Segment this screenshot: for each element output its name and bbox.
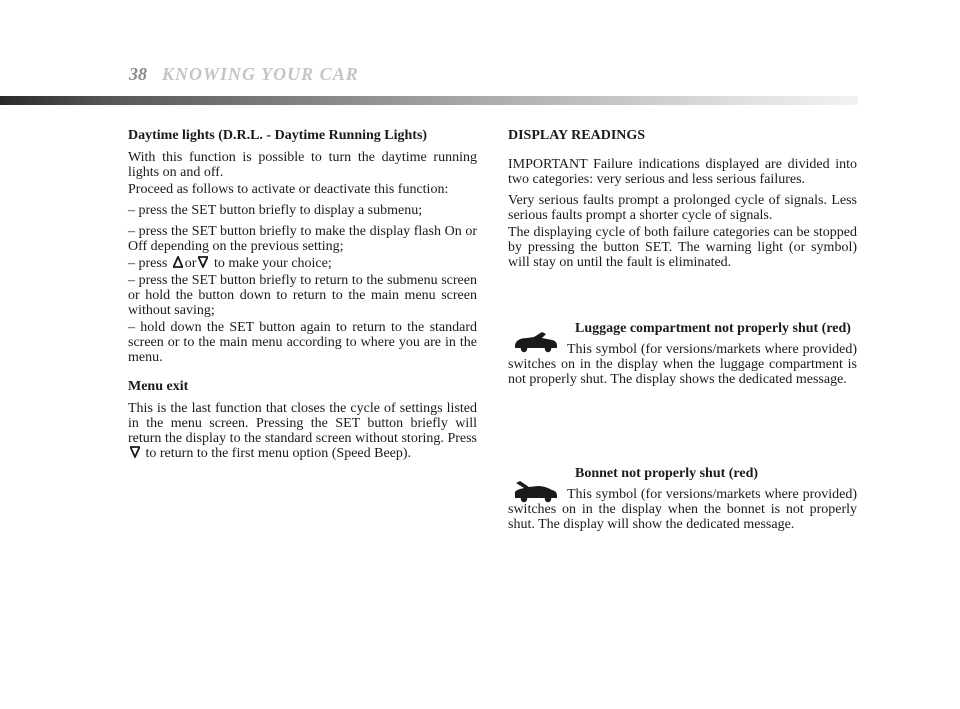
daytime-lights-heading: Daytime lights (D.R.L. - Daytime Running Lights) [128,128,428,143]
bonnet-warning [508,466,857,546]
step-4: – press the SET button briefly to return to the submenu screen or hold the button down to return to the main menu screen without saving; [128,273,477,318]
down-triangle-icon [130,446,140,458]
step-3 [128,256,477,271]
faults-paragraph: Very serious faults prompt a prolonged cycle of signals. Less serious faults prompt a shorter cycle of signals. [508,193,857,223]
luggage-warning-text: This symbol (for versions/markets where provided) switches on in the display when the luggage compartment is not properly shut. The display shows the dedicated message. [508,342,857,387]
luggage-open-icon [512,329,560,353]
right-column [508,128,857,276]
cycle-paragraph: The displaying cycle of both failure categories can be stopped by pressing the button SET. The warning light (or symbol) will stay on until the fault is eliminated. [508,225,857,270]
down-triangle-icon [198,256,208,268]
step-5: – hold down the SET button again to return to the standard screen or to the main menu according to where you are in the menu. [128,320,477,365]
bonnet-warning-text: This symbol (for versions/markets where provided) switches on in the display when the bonnet is not properly shut. The display will show the dedicated message. [508,487,857,532]
luggage-warning-title: Luggage compartment not properly shut (red) [575,321,851,336]
bonnet-open-icon [512,478,560,504]
step-3-post: to make your choice; [213,256,332,271]
menu-exit-text [128,401,477,461]
display-readings-heading: DISPLAY READINGS [508,128,646,143]
step-2: – press the SET button briefly to make the display flash On or Off depending on the previous setting; [128,224,477,254]
step-3-pre: – press [128,256,168,271]
running-title: KNOWING YOUR CAR [162,64,359,84]
procedure-intro: Proceed as follows to activate or deactivate this function: [128,182,449,197]
step-1: – press the SET button briefly to display a submenu; [128,203,423,218]
daytime-lights-intro: With this function is possible to turn the daytime running lights on and off. [128,150,477,180]
header-rule [0,96,858,105]
page-number: 38 [129,64,147,84]
luggage-warning [508,321,857,401]
important-paragraph: IMPORTANT Failure indications displayed are divided into two categories: very serious and less serious failures. [508,157,857,187]
menu-exit-pre: This is the last function that closes the cycle of settings listed in the menu screen. Pressing the SET button briefly will return the display to the standard screen without storing. Press [128,401,477,446]
left-column [128,128,477,467]
menu-exit-heading: Menu exit [128,379,189,394]
step-3-mid: or [184,256,197,271]
menu-exit-post: to return to the first menu option (Speed Beep). [145,446,412,461]
bonnet-warning-title: Bonnet not properly shut (red) [575,466,759,481]
up-triangle-icon [173,256,183,268]
